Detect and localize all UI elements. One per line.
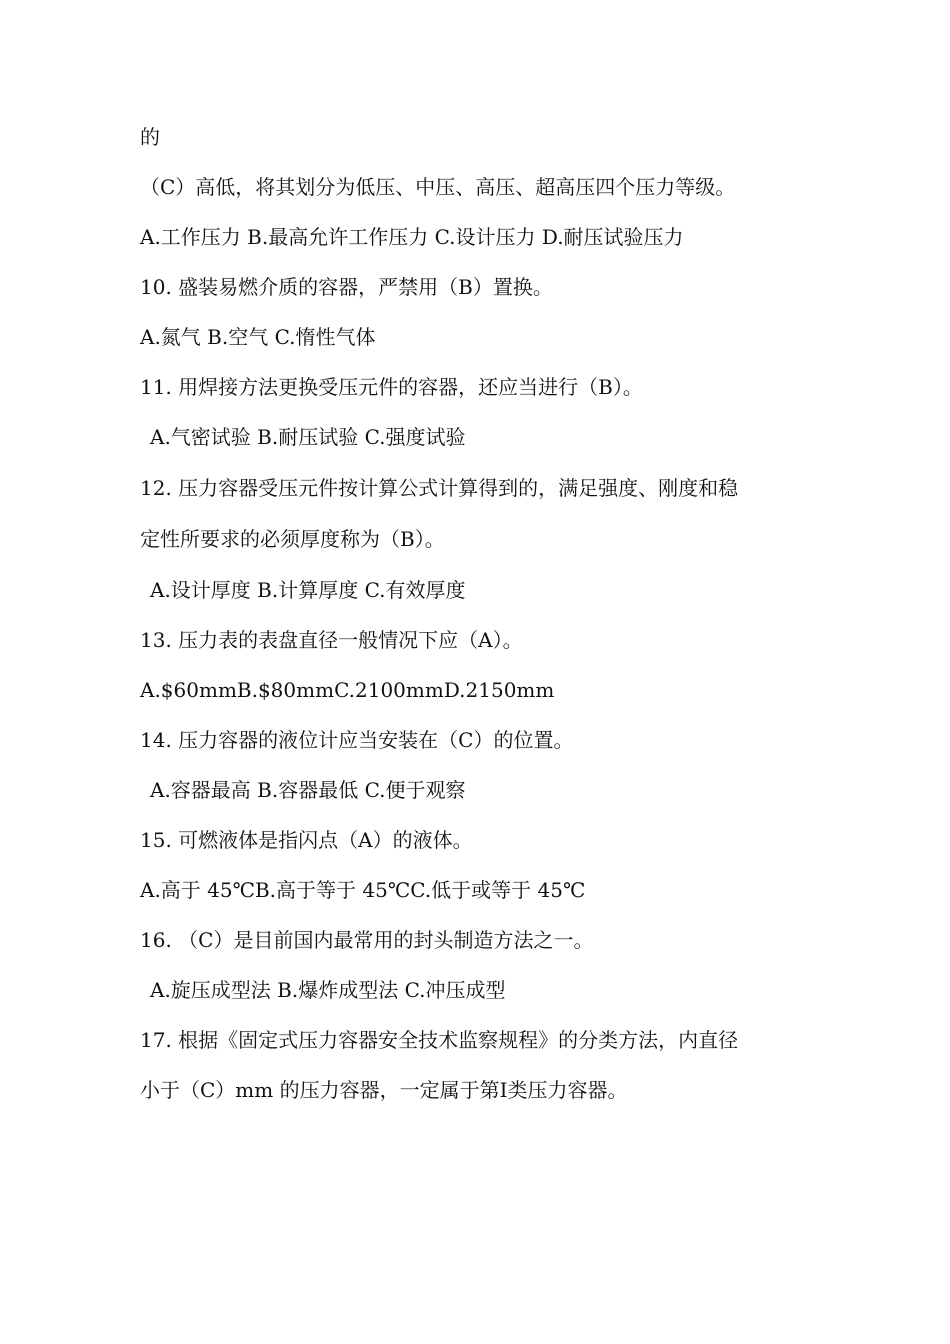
text-line: 的 — [140, 125, 160, 149]
answer-options: A.容器最高 B.容器最低 C.便于观察 — [150, 778, 466, 802]
question-12: 12. 压力容器受压元件按计算公式计算得到的，满足强度、刚度和稳 — [140, 476, 739, 500]
question-16: 16. （C）是目前国内最常用的封头制造方法之一。 — [140, 928, 594, 952]
answer-options: A.氮气 B.空气 C.惰性气体 — [140, 325, 376, 349]
question-17: 17. 根据《固定式压力容器安全技术监察规程》的分类方法，内直径 — [140, 1028, 739, 1052]
answer-options: A.高于 45℃B.高于等于 45℃C.低于或等于 45℃ — [140, 878, 586, 902]
question-11: 11. 用焊接方法更换受压元件的容器，还应当进行（B）。 — [140, 375, 643, 399]
question-13: 13. 压力表的表盘直径一般情况下应（A）。 — [140, 628, 523, 652]
question-15: 15. 可燃液体是指闪点（A）的液体。 — [140, 828, 473, 852]
text-line: 定性所要求的必须厚度称为（B）。 — [140, 527, 445, 551]
answer-options: A.旋压成型法 B.爆炸成型法 C.冲压成型 — [150, 978, 506, 1002]
text-line: （C）高低，将其划分为低压、中压、高压、超高压四个压力等级。 — [140, 175, 736, 199]
question-14: 14. 压力容器的液位计应当安装在（C）的位置。 — [140, 728, 574, 752]
answer-options: A.气密试验 B.耐压试验 C.强度试验 — [150, 425, 466, 449]
answer-options: A.设计厚度 B.计算厚度 C.有效厚度 — [150, 578, 466, 602]
question-10: 10. 盛装易燃介质的容器，严禁用（B）置换。 — [140, 275, 553, 299]
answer-options: A.工作压力 B.最高允许工作压力 C.设计压力 D.耐压试验压力 — [140, 225, 684, 249]
answer-options: A.$60mmB.$80mmC.2100mmD.2150mm — [140, 678, 555, 702]
text-line: 小于（C）mm 的压力容器，一定属于第Ⅰ类压力容器。 — [140, 1078, 628, 1102]
